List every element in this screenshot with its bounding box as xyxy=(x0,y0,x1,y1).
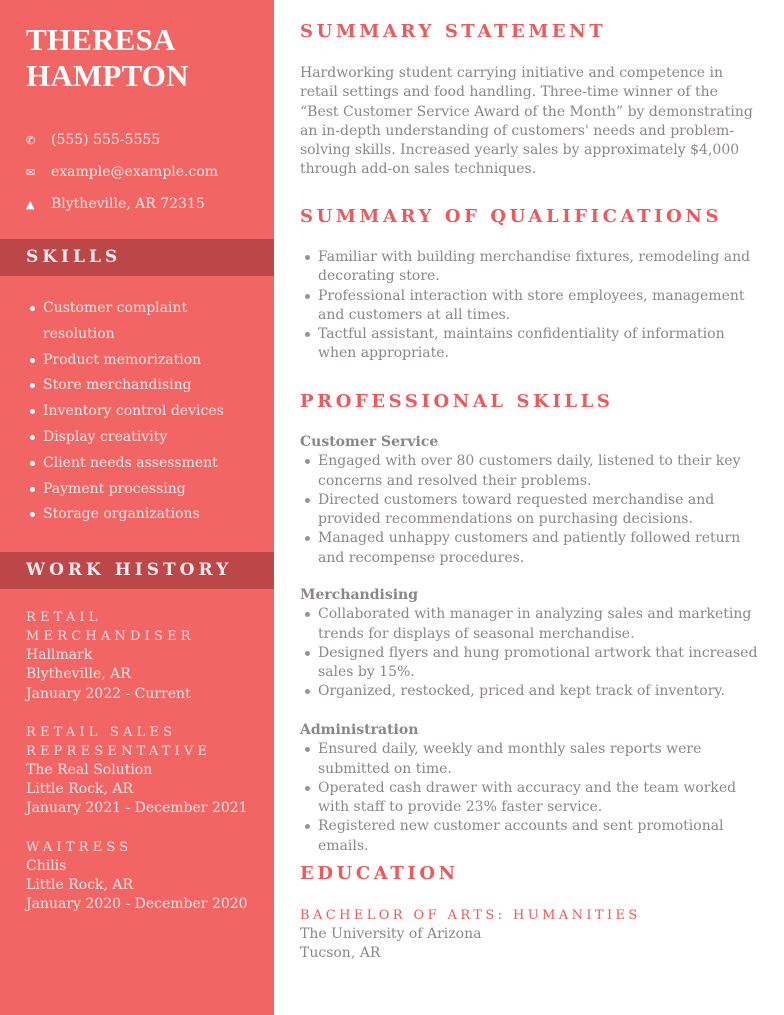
sidebar xyxy=(0,0,274,1015)
job-title: WAITRESS xyxy=(26,839,133,855)
person-icon: ▲ xyxy=(26,197,35,211)
phone-icon: ✆ xyxy=(26,133,36,147)
job-dates: January 2022 - Current xyxy=(26,685,191,702)
contact-info xyxy=(26,124,218,220)
professional-skills-heading: PROFESSIONAL SKILLS xyxy=(300,391,614,412)
work-history-list xyxy=(26,608,266,934)
skill-item: Customer complaint resolution xyxy=(26,296,256,348)
job-entry xyxy=(26,723,266,819)
phone-value: (555) 555-5555 xyxy=(51,132,161,148)
skill-item: Storage organizations xyxy=(26,502,256,528)
job-location: Little Rock, AR xyxy=(26,877,134,894)
degree: BACHELOR OF ARTS: HUMANITIES xyxy=(300,908,641,923)
job-dates: January 2021 - December 2021 xyxy=(26,800,248,817)
skill-item: Display creativity xyxy=(26,425,256,451)
job-location: Little Rock, AR xyxy=(26,781,134,798)
contact-location xyxy=(26,188,218,220)
job-company: Chilis xyxy=(26,857,67,874)
summary-text: Hardworking student carrying initiative and competence in retail settings and food handling. Three-time winner of the “Best Customer Service Award of the Month” by demonstrating an in-depth understanding of customers' needs and problem-solving skills. Increased yearly sales by approximately $4,000 through add-on sales techniques. xyxy=(300,65,753,178)
job-entry xyxy=(26,608,266,704)
name-first: THERESA xyxy=(26,22,176,57)
job-title: MERCHANDISER xyxy=(26,629,195,644)
skill-group-items xyxy=(300,740,760,856)
education-heading: EDUCATION xyxy=(300,863,459,884)
qualifications-list xyxy=(300,248,760,364)
skill-group-customer-service xyxy=(300,433,760,568)
skill-group-item: Registered new customer accounts and sent promotional emails. xyxy=(300,817,760,856)
job-dates: January 2020 - December 2020 xyxy=(26,896,248,913)
skill-group-item: Designed flyers and hung promotional artwork that increased sales by 15%. xyxy=(300,644,760,683)
skill-group-items xyxy=(300,605,760,701)
summary-heading: SUMMARY STATEMENT xyxy=(300,21,607,42)
qualification-item: Professional interaction with store employees, management and customers at all times. xyxy=(300,287,760,326)
skills-heading: SKILLS xyxy=(0,239,274,276)
candidate-name xyxy=(26,22,189,94)
school: The University of Arizona xyxy=(300,926,482,942)
qualification-item: Tactful assistant, maintains confidentiality of information when appropriate. xyxy=(300,325,760,364)
job-title: RETAIL SALES xyxy=(26,724,177,740)
skill-group-title: Customer Service xyxy=(300,434,439,450)
skill-item: Inventory control devices xyxy=(26,399,256,425)
job-title: REPRESENTATIVE xyxy=(26,743,212,759)
work-history-heading: WORK HISTORY xyxy=(0,552,274,589)
skills-list xyxy=(26,296,256,528)
skill-group-item: Directed customers toward requested merchandise and provided recommendations on purchasing decisions. xyxy=(300,491,760,530)
skill-group-items xyxy=(300,452,760,568)
skill-item: Product memorization xyxy=(26,348,256,374)
education-entry xyxy=(300,906,760,964)
skill-group-item: Collaborated with manager in analyzing sales and marketing trends for displays of seasonal merchandise. xyxy=(300,605,760,644)
contact-phone xyxy=(26,124,218,156)
skill-group-item: Engaged with over 80 customers daily, listened to their key concerns and resolved their problems. xyxy=(300,452,760,491)
email-icon: ✉ xyxy=(26,165,36,179)
skill-group-administration xyxy=(300,721,760,856)
job-title: RETAIL xyxy=(26,610,102,625)
skill-group-title: Merchandising xyxy=(300,587,419,603)
skill-group-item: Ensured daily, weekly and monthly sales reports were submitted on time. xyxy=(300,740,760,779)
skill-group-item: Organized, restocked, priced and kept track of inventory. xyxy=(300,682,760,701)
location-value: Blytheville, AR 72315 xyxy=(51,196,205,212)
skill-group-title: Administration xyxy=(300,722,419,738)
job-entry xyxy=(26,838,266,915)
contact-email xyxy=(26,156,218,188)
name-last: HAMPTON xyxy=(26,58,189,93)
qualification-item: Familiar with building merchandise fixtures, remodeling and decorating store. xyxy=(300,248,760,287)
job-company: Hallmark xyxy=(26,647,93,663)
skill-item: Store merchandising xyxy=(26,373,256,399)
skill-item: Client needs assessment xyxy=(26,451,256,477)
job-location: Blytheville, AR xyxy=(26,666,131,683)
skill-group-merchandising xyxy=(300,586,760,702)
skill-item: Payment processing xyxy=(26,477,256,503)
skill-group-item: Operated cash drawer with accuracy and the team worked with staff to provide 23% faster service. xyxy=(300,779,760,818)
skill-group-item: Managed unhappy customers and patiently followed return and recompense procedures. xyxy=(300,529,760,568)
job-company: The Real Solution xyxy=(26,761,153,778)
qualifications-heading: SUMMARY OF QUALIFICATIONS xyxy=(300,206,723,227)
email-value: example@example.com xyxy=(51,164,219,180)
school-location: Tucson, AR xyxy=(300,945,381,962)
